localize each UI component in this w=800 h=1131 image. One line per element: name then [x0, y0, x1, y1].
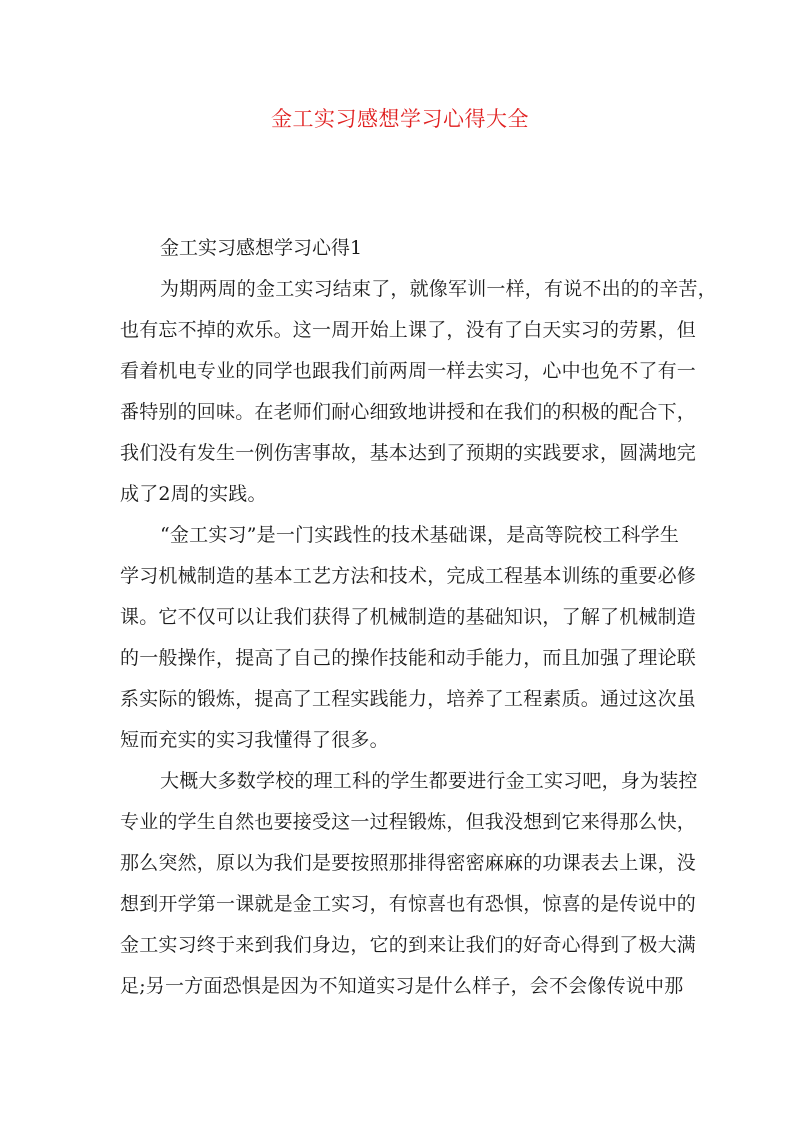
paragraph-line: 我们没有发生一例伤害事故，基本达到了预期的实践要求，圆满地完: [120, 442, 697, 464]
paragraph-line: 成了2周的实践。: [120, 483, 267, 505]
paragraph-line: 为期两周的金工实习结束了，就像军训一样，有说不出的的辛苦，: [160, 278, 717, 300]
paragraph-line: “金工实习”是一门实践性的技术基础课，是高等院校工科学生: [160, 524, 680, 546]
paragraph-line: 专业的学生自然也要接受这一过程锻炼，但我没想到它来得那么快，: [120, 811, 697, 833]
paragraph-line: 看着机电专业的同学也跟我们前两周一样去实习，心中也免不了有一: [120, 360, 697, 382]
document-title: 金工实习感想学习心得大全: [271, 107, 529, 131]
paragraph-line: 短而充实的实习我懂得了很多。: [120, 729, 389, 751]
paragraph-2: [120, 515, 697, 761]
paragraph-line: 课。它不仅可以让我们获得了机械制造的基础知识，了解了机械制造: [120, 606, 697, 628]
paragraph-1: [120, 269, 717, 515]
paragraph-line: 番特别的回味。在老师们耐心细致地讲授和在我们的积极的配合下，: [120, 401, 697, 423]
paragraph-line: 想到开学第一课就是金工实习，有惊喜也有恐惧，惊喜的是传说中的: [120, 893, 697, 915]
paragraph-3: [120, 761, 698, 1007]
paragraph-line: 金工实习终于来到我们身边，它的到来让我们的好奇心得到了极大满: [120, 934, 697, 956]
paragraph-line: 那么突然，原以为我们是要按照那排得密密麻麻的功课表去上课，没: [120, 852, 697, 874]
document-body: [120, 228, 717, 1007]
paragraph-line: 足;另一方面恐惧是因为不知道实习是什么样子，会不会像传说中那: [120, 975, 684, 997]
paragraph-line: 也有忘不掉的欢乐。这一周开始上课了，没有了白天实习的劳累，但: [120, 319, 697, 341]
paragraph-line: 学习机械制造的基本工艺方法和技术，完成工程基本训练的重要必修: [120, 565, 697, 587]
paragraph-line: 的一般操作，提高了自己的操作技能和动手能力，而且加强了理论联: [120, 647, 697, 669]
section-heading: 金工实习感想学习心得1: [160, 237, 363, 259]
paragraph-line: 大概大多数学校的理工科的学生都要进行金工实习吧，身为装控: [160, 770, 698, 792]
paragraph-line: 系实际的锻炼，提高了工程实践能力，培养了工程素质。通过这次虽: [120, 688, 697, 710]
